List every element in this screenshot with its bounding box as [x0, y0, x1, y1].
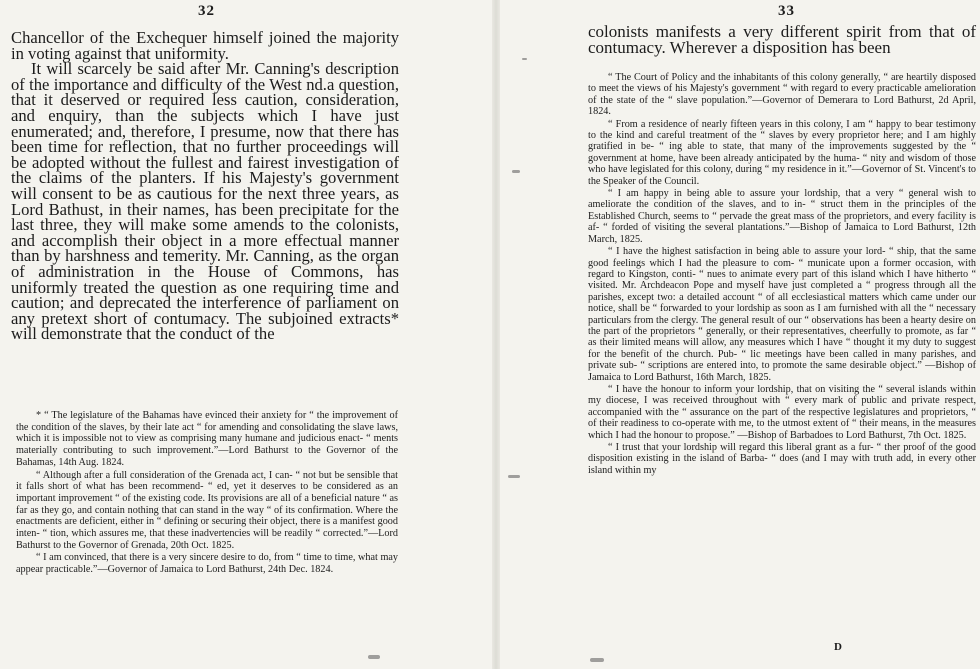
print-speck: [590, 658, 604, 662]
print-speck: [522, 58, 527, 60]
quoted-extracts: [588, 72, 976, 477]
quote: “ I have the honour to inform your lordship, that on visiting the “ several islands within my diocese, I was received throughout with “ every mark of public and private respect, accompanied with the “ assurance on the part of the respective legislatures and proprietors, “ of their readiness to co-operate with me, to the utmost extent of “ their means, in the measures which I had the honour to propose.” —Bishop of Barbadoes to Lord Bathurst, 7th Oct. 1825.: [588, 383, 976, 441]
signature-mark: D: [834, 641, 842, 653]
footnotes: [16, 410, 398, 577]
page-number: 33: [778, 3, 795, 19]
quote: “ I trust that your lordship will regard this liberal grant as a fur- “ ther proof of the good disposition existing in the island of Barba- “ does (and I may with truth add, in every other island within my: [588, 442, 976, 476]
paragraph: It will scarcely be said after Mr. Canning's description of the importance and difficulty of the West nd.a question, that it deserved or required less caution, consideration, and enquiry, than the subjects which I have just enumerated; and, therefore, I presume, now that there has been time for reflection, that no further proceedings will be adopted without the fullest and fairest investigation of the claims of the planters. If his Majesty's government will consent to be as cautious for the next three years, as Lord Bathust, in their names, has been precipitate for the last three, they will make some amends to the colonists, and accomplish their object in a more effectual manner than by harshness and temerity. Mr. Canning, as the organ of administration in the House of Commons, has uniformly treated the question as one requiring time and caution; and deprecated the interference of parliament on any pretext short of contumacy. The subjoined extracts* will demonstrate that the conduct of the: [11, 59, 399, 344]
book-gutter: [492, 0, 500, 669]
page-number: 32: [198, 3, 215, 19]
paragraph: colonists manifests a very different spirit from that of contumacy. Wherever a disposition has been: [588, 22, 976, 57]
quote: “ The Court of Policy and the inhabitants of this colony generally, “ are heartily disposed to meet the views of his Majesty's government “ with regard to every practicable amelioration of the state of the “ slave population.”—Governor of Demerara to Lord Bathurst, 2d April, 1824.: [588, 72, 976, 118]
quote: “ From a residence of nearly fifteen years in this colony, I am “ happy to bear testimony to the kind and careful treatment of the “ slaves by every proprietor here; and I am highly gratified in be- “ ing able to state, that many of the improvements suggested by the “ government at home, have been already anticipated by the huma- “ nity and wisdom of those who have legislated for this colony, during “ my residence in it.”—Governor of St. Vincent's to the Speaker of the Council.: [588, 118, 976, 187]
footnote: “ Although after a full consideration of the Grenada act, I can- “ not but be sensible that it falls short of what has been recommend- “ ed, yet it deserves to be considered as an important improvement “ of the existing code. Its provisions are all of a beneficial nature “ as far as they go, and contain nothing that can stand in the way “ of its confirmation. Where the enactments are deficient, either in “ defining or securing their object, there is a manifest good inten- “ tion, which assures me, that these inadvertencies will be readily “ corrected.”—Lord Bathurst to the Governor of Grenada, 20th Oct. 1825.: [16, 469, 398, 551]
quote: “ I am happy in being able to assure your lordship, that a very “ general wish to ameliorate the condition of the slaves, and to in- “ struct them in the principles of the Established Church, seems to “ pervade the great mass of the proprietors, and every facility is af- “ forded of visiting the several plantations.”—Bishop of Jamaica to Lord Bathurst, 12th March, 1825.: [588, 188, 976, 245]
main-text: [11, 30, 399, 342]
quote: “ I have the highest satisfaction in being able to assure your lord- “ ship, that the same good feelings which I had the pleasure to com- “ municate upon a former occasion, with regard to Kingston, conti- “ nues to animate every part of this island which I have hitherto “ visited. Mr. Archdeacon Pope and myself have just completed a “ progress through all the parishes, except two: a detailed account “ of all ecclesiastical matters which came under our notice, shall be “ forwarded to your lordship as soon as I am furnished with all the “ necessary particulars from the clergy. The general result of our “ observations has been a hearty desire on the part of the proprietors “ generally, or their representatives, cheerfully to promote, as far “ as their limited means will allow, any measures which I have “ thought it my duty to suggest for the benefit of the church. Pub- “ lic meetings have been called in many parishes, and private sub- “ scriptions are entered into, to promote the same desirable object.” —Bishop of Jamaica to Lord Bathurst, 16th March, 1825.: [588, 246, 976, 383]
main-text: [588, 24, 976, 56]
print-speck: [508, 475, 520, 478]
paragraph: Chancellor of the Exchequer himself joined the majority in voting against that uniformity.: [11, 28, 399, 63]
right-page: [500, 0, 980, 669]
print-speck: [368, 655, 380, 659]
print-speck: [512, 170, 520, 173]
footnote: “ I am convinced, that there is a very sincere desire to do, from “ time to time, what may appear practicable.”—Governor of Jamaica to Lord Bathurst, 24th Dec. 1824.: [16, 552, 398, 576]
footnote: * “ The legislature of the Bahamas have evinced their anxiety for “ the improvement of the condition of the slaves, by their late act “ for amending and consolidating the slave laws, which it is impossible not to view as comprising many humane and judicious enact- “ ments materially contributing to such improvement.”—Lord Bathurst to the Governor of the Bahamas, 14th Aug. 1824.: [16, 410, 398, 468]
